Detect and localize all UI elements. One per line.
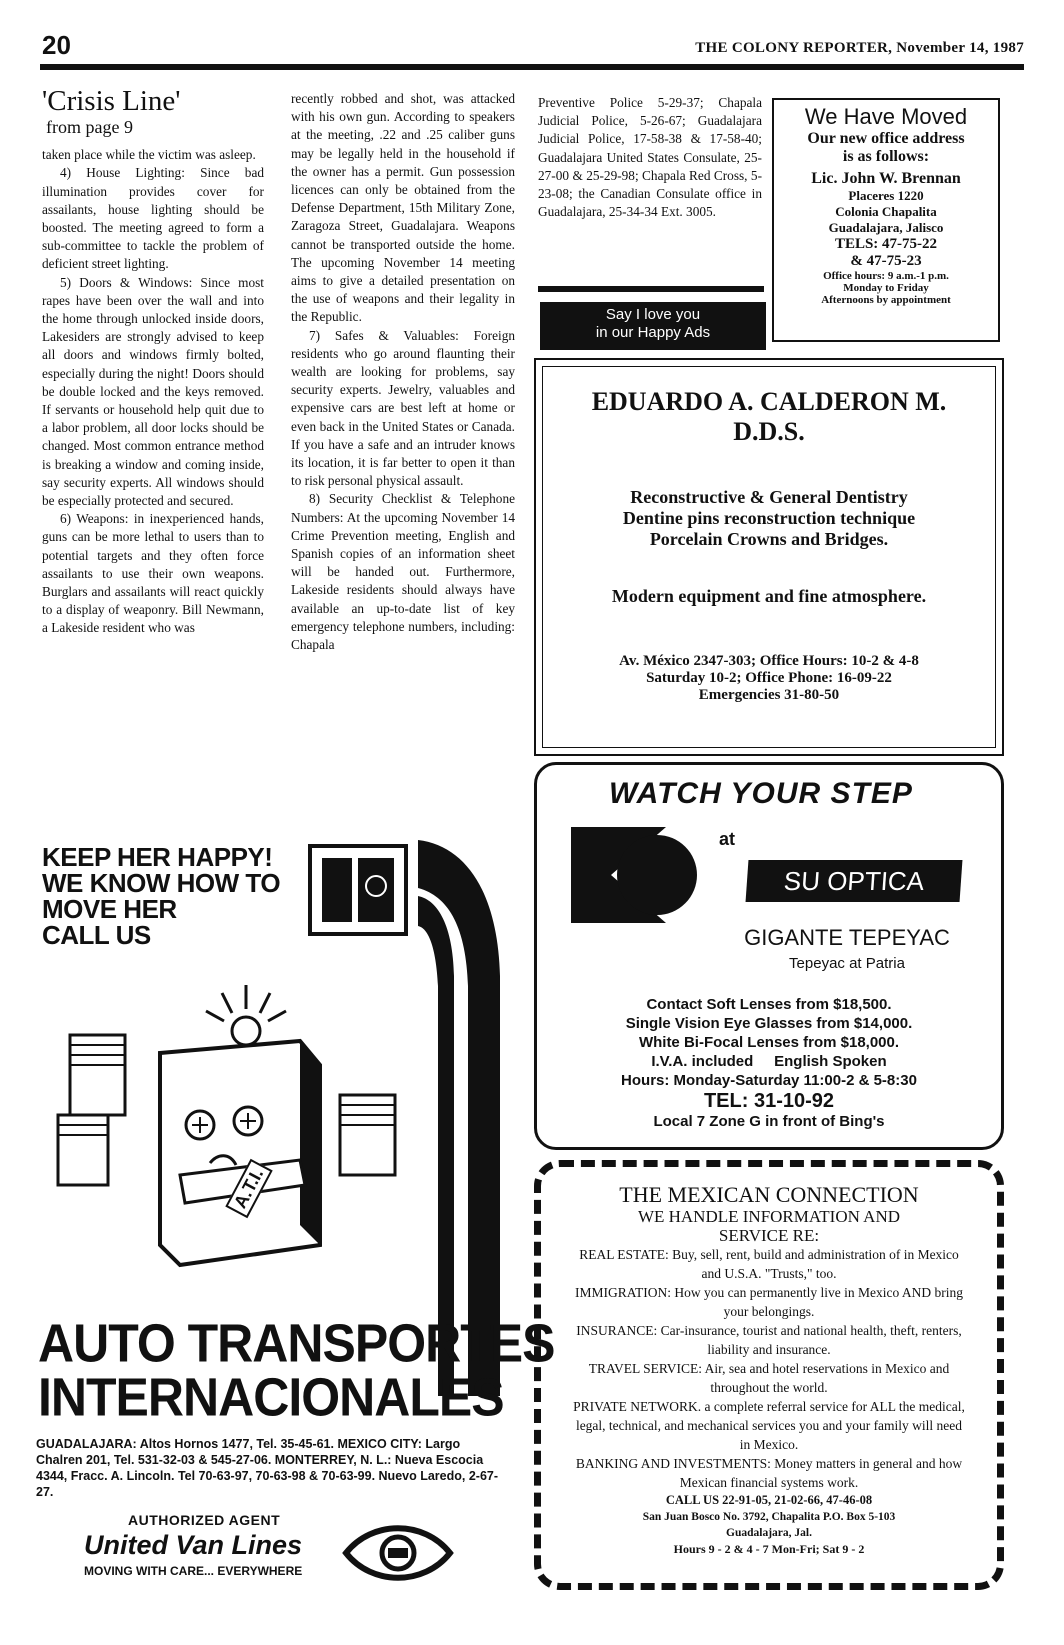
mexican-hours: Hours 9 - 2 & 4 - 7 Mon-Fri; Sat 9 - 2 xyxy=(673,1542,865,1556)
dentist-saturday: Saturday 10-2; Office Phone: 16-09-22 xyxy=(646,670,892,686)
moved-tels: TELS: 47-75-22 xyxy=(834,236,938,252)
article-paragraph: recently robbed and shot, was attacked with his own gun. According to speakers at the meeting, .22 and .25 caliber guns may be legally held in the household if the owner has a permit. Gun possession licences can only be obtained from the Defense Department, 15th Military Zone, Zaragoza Street, Guadalajara. Weapons cannot be transported outside the home. The upcoming November 14 meeting aims to give a detailed presentation on the use of weapons and their legality in the Republic. xyxy=(291,91,515,325)
moved-title: We Have Moved xyxy=(804,104,968,129)
continued-from: from page 9 xyxy=(46,117,133,137)
optica-iva: I.V.A. included English Spoken xyxy=(651,1053,887,1070)
article-paragraph: 6) Weapons: in inexperienced hands, guns can be more lethal to users than to potential targets and they often force assailants to use their own weapons. Burglars and assailants will react quickly to a display of weaponry. Bill Newmann, a Lakeside resident who was xyxy=(42,511,264,636)
mexican-service: IMMIGRATION: How you can permanently live in Mexico AND bring your belongings. xyxy=(574,1285,964,1319)
optica-ad xyxy=(534,762,1004,1150)
mexican-address: San Juan Bosco No. 3792, Chapalita P.O. Box 5-103 xyxy=(642,1511,896,1523)
optica-hours: Hours: Monday-Saturday 11:00-2 & 5-8:30 xyxy=(621,1072,917,1089)
article-column-2 xyxy=(291,90,515,654)
moved-ad xyxy=(772,98,1000,342)
article-paragraph: 8) Security Checklist & Telephone Numbers: At the upcoming November 14 Crime Prevention meeting, English and Spanish copies of an information sheet will be handed out. Furthermore, Lakeside residents should always have available an up-to-date list of key emergency telephone numbers, including: Chapala xyxy=(291,491,515,653)
newspaper-dateline: THE COLONY REPORTER, November 14, 1987 xyxy=(695,40,1024,56)
moving-slogan-line: CALL US xyxy=(42,920,151,950)
mexican-title: THE MEXICAN CONNECTION xyxy=(619,1182,919,1207)
moving-authorized: AUTHORIZED AGENT xyxy=(128,1512,281,1528)
dentist-ad xyxy=(542,366,996,748)
optica-eye-logo xyxy=(571,827,701,923)
moved-name: Lic. John W. Brennan xyxy=(811,170,961,187)
happy-ads-box xyxy=(540,302,766,350)
happy-ads-line1: Say I love you xyxy=(605,306,701,323)
mexican-service: BANKING AND INVESTMENTS: Money matters in general and how Mexican financial systems work. xyxy=(575,1456,963,1490)
optica-at: at xyxy=(719,829,736,849)
page-number: 20 xyxy=(42,30,71,60)
mexican-connection-ad xyxy=(534,1160,1004,1590)
optica-local: Local 7 Zone G in front of Bing's xyxy=(653,1113,885,1130)
moving-slogan-line: WE KNOW HOW TO xyxy=(42,868,281,898)
dentist-tagline: Modern equipment and fine atmosphere. xyxy=(611,586,927,606)
article-paragraph: 5) Doors & Windows: Since most rapes have been over the wall and into the home through unlocked inside doors, Lakesiders are strongly advised to keep all doors and windows firmly bolted, especially during the night! Doors should be double locked and the keys removed. If servants or household help quit due to a labor problem, all door locks should be changed. Most common entrance method is breaking a window and coming inside, say security experts. All windows should be especially protected and secured. xyxy=(42,274,264,509)
article-paragraph: 7) Safes & Valuables: Foreign residents who go around flaunting their wealth are looking for problems, say security experts. Jewelry, valuables and expensive cars are best left at home or even back in the United States or Canada. If you have a safe and an intruder knows its location, it is far better to open it than to risk personal physical assault. xyxy=(291,327,515,489)
moved-tels: & 47-75-23 xyxy=(850,253,922,269)
moved-street: Placeres 1220 xyxy=(848,188,924,203)
moving-slogan-line: KEEP HER HAPPY! xyxy=(42,842,273,872)
moving-tagline: MOVING WITH CARE... EVERYWHERE xyxy=(84,1564,303,1578)
mexican-city: Guadalajara, Jal. xyxy=(726,1527,812,1539)
moved-colonia: Colonia Chapalita xyxy=(835,204,937,219)
moved-hours: Office hours: 9 a.m.-1 p.m. xyxy=(823,270,949,282)
moving-bubble-text: A.T.I. xyxy=(225,1159,272,1218)
article-paragraph: 4) House Lighting: Since bad illumination provides cover for assailants, house lighting should be boosted. The meeting agreed to form a sub-committee to tackle the problem of deficient street lighting. xyxy=(42,165,264,272)
moved-city: Guadalajara, Jalisco xyxy=(828,220,944,235)
article-column-1 xyxy=(42,84,264,638)
article-paragraph: taken place while the victim was asleep. xyxy=(42,147,256,163)
united-van-lines-logo xyxy=(342,1520,454,1586)
dentist-ad-frame xyxy=(534,358,1004,756)
dentist-address: Av. México 2347-303; Office Hours: 10-2 & 4-8 xyxy=(619,653,919,669)
mexican-call: CALL US 22-91-05, 21-02-66, 47-46-08 xyxy=(665,1493,873,1507)
optica-prices xyxy=(537,995,1001,1131)
optica-cross-street: Tepeyac at Patria xyxy=(789,955,905,972)
optica-headline: WATCH YOUR STEP xyxy=(609,777,913,810)
moving-offices: GUADALAJARA: Altos Hornos 1477, Tel. 35-45-61. MEXICO CITY: Largo Chalren 201, Tel. 531-32-03 & 545-27-06. MONTERREY, N. L.: Nueva Escocia 4344, Fracc. A. Lincoln. Tel 70-63-97, 70-63-98 & 70-63-99. Nuevo Laredo, 2-67-27. xyxy=(36,1437,499,1499)
moving-agent: United Van Lines xyxy=(84,1530,303,1560)
optica-price: Contact Soft Lenses from $18,500. xyxy=(646,996,892,1013)
mexican-service: PRIVATE NETWORK. a complete referral service for ALL the medical, legal, technical, and mechanical services you and your family will need in Mexico. xyxy=(573,1399,965,1452)
article-paragraph: Preventive Police 5-29-37; Chapala Judicial Police, 5-26-67; Guadalajara Judicial Police, 17-58-38 & 17-58-40; Guadalajara United States Consulate, 25-27-00 & 25-29-98; Chapala Red Cross, 5-23-08; the Canadian Consulate office in Guadalajara, 25-34-34 Ext. 3005. xyxy=(538,95,762,220)
moving-company-line: INTERNACIONALES xyxy=(38,1366,504,1428)
article-column-3 xyxy=(538,94,762,221)
mexican-subtitle: WE HANDLE INFORMATION AND xyxy=(637,1207,901,1226)
dentist-name: EDUARDO A. CALDERON M. xyxy=(591,387,947,416)
dentist-service: Porcelain Crowns and Bridges. xyxy=(649,529,889,549)
moved-days: Monday to Friday xyxy=(843,282,929,294)
moving-robot-illustration xyxy=(50,975,430,1310)
moving-slogan-line: MOVE HER xyxy=(42,894,177,924)
moved-intro: Our new office address xyxy=(807,130,965,147)
happy-ads-line2: in our Happy Ads xyxy=(595,324,711,341)
column-divider xyxy=(538,286,764,292)
dentist-service: Dentine pins reconstruction technique xyxy=(622,508,916,528)
optica-location: GIGANTE TEPEYAC xyxy=(744,925,950,950)
header-rule xyxy=(40,64,1024,70)
dentist-emergencies: Emergencies 31-80-50 xyxy=(698,687,840,703)
mexican-service: TRAVEL SERVICE: Air, sea and hotel reservations in Mexico and throughout the world. xyxy=(588,1361,950,1395)
moved-afternoons: Afternoons by appointment xyxy=(821,294,951,306)
moved-intro: is as follows: xyxy=(842,148,930,165)
dentist-service: Reconstructive & General Dentistry xyxy=(630,487,908,507)
mexican-service: REAL ESTATE: Buy, sell, rent, build and administration of in Mexico and U.S.A. "Trusts," too. xyxy=(579,1247,959,1281)
optica-brand: SU OPTICA xyxy=(746,860,963,902)
article-headline: 'Crisis Line' xyxy=(42,85,181,117)
optica-price: White Bi-Focal Lenses from $18,000. xyxy=(638,1034,900,1051)
moving-slogan xyxy=(42,844,280,948)
optica-price: Single Vision Eye Glasses from $14,000. xyxy=(625,1015,913,1032)
optica-tel: TEL: 31-10-92 xyxy=(703,1090,835,1112)
moving-company-line: AUTO TRANSPORTES xyxy=(38,1312,555,1374)
mexican-service: INSURANCE: Car-insurance, tourist and national health, theft, renters, liability and insurance. xyxy=(576,1323,962,1357)
moving-company-name xyxy=(38,1312,555,1428)
dentist-degree: D.D.S. xyxy=(733,417,805,446)
mexican-subtitle: SERVICE RE: xyxy=(718,1226,820,1245)
